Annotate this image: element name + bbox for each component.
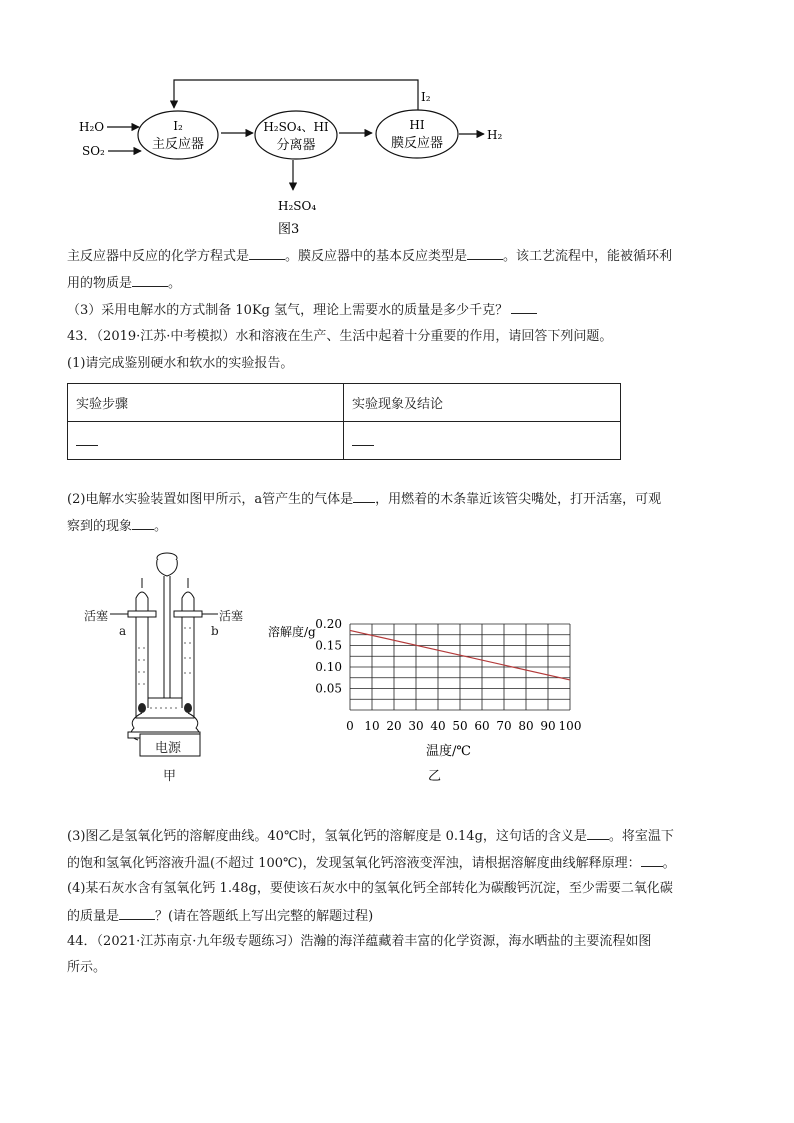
q42-sub-3: （3）采用电解水的方式制备 10Kg 氢气，理论上需要水的质量是多少千克？ (67, 299, 537, 321)
q43-header: 43．（2019·江苏·中考模拟）水和溶液在生产、生活中起着十分重要的作用，请回答下列问题。 (67, 329, 613, 344)
x-tick-label: 10 (364, 719, 380, 733)
q43-sub-4-line-1: (4)某石灰水含有氢氧化钙 1.48g，要使该石灰水中的氢氧化钙全部转化为碳酸钙沉淀，至少需要二氧化碳 (67, 881, 673, 896)
separator-label-1: H₂SO₄、HI (263, 120, 329, 134)
x-tick-label: 0 (346, 719, 354, 733)
q42-line-1: 主反应器中反应的化学方程式是 。膜反应器中的基本反应类型是 。该工艺流程中，能被循环利 (67, 245, 672, 267)
y-axis-label: 溶解度/g (268, 625, 316, 639)
solubility-chart (260, 610, 600, 800)
x-tick-label: 70 (496, 719, 512, 733)
table-header-cell: 实验现象及结论 (344, 384, 621, 422)
recycle-label: I₂ (421, 90, 431, 104)
x-tick-label: 80 (518, 719, 534, 733)
table-header-cell: 实验步骤 (68, 384, 344, 422)
figure-3-caption: 图3 (278, 222, 300, 237)
x-tick-label: 30 (408, 719, 424, 733)
table-cell-answer[interactable] (344, 422, 621, 460)
valve-left[interactable] (128, 611, 156, 617)
answer-blank[interactable] (132, 515, 154, 530)
input-h2o: H₂O (79, 120, 105, 134)
x-axis-label: 温度/℃ (426, 744, 471, 759)
membrane-reactor-label-1: HI (409, 118, 425, 132)
q43-sub-3-line-1: (3)图乙是氢氧化钙的溶解度曲线。40℃时，氢氧化钙的溶解度是 0.14g，这句话的含义是 。将室温下 (67, 825, 674, 847)
q43-sub-2-line-2: 察到的现象 。 (67, 515, 167, 537)
tube-a-label: a (119, 624, 127, 638)
q44-line-2: 所示。 (67, 960, 107, 975)
y-tick-label: 0.15 (315, 638, 342, 653)
chart-grid (350, 624, 570, 710)
membrane-reactor-label-2: 膜反应器 (390, 136, 444, 151)
main-reactor-label-1: I₂ (173, 119, 183, 133)
main-reactor-label-2: 主反应器 (151, 137, 205, 152)
table-cell-answer[interactable] (68, 422, 344, 460)
electrode-a (138, 703, 146, 713)
separator-label-2: 分离器 (276, 138, 316, 153)
recycle-arrow (174, 80, 418, 110)
q44-line-1: 44．（2021·江苏南京·九年级专题练习）浩瀚的海洋蕴藏着丰富的化学资源，海水晒盐的主要流程如图 (67, 934, 652, 949)
answer-blank[interactable] (119, 905, 155, 920)
answer-blank[interactable] (132, 272, 168, 287)
valve-right-label: 活塞 (219, 609, 244, 623)
electrode-b (184, 703, 192, 713)
flow-diagram-fig3 (0, 70, 794, 240)
answer-blank[interactable] (587, 825, 609, 840)
answer-blank[interactable] (353, 488, 375, 503)
q42-line-2: 用的物质是 。 (67, 272, 181, 294)
output-h2so4: H₂SO₄ (278, 199, 317, 213)
answer-blank[interactable] (467, 245, 503, 260)
experiment-report-table (67, 383, 621, 460)
y-tick-label: 0.20 (315, 617, 342, 631)
x-tick-label: 90 (540, 719, 556, 733)
chart-caption: 乙 (428, 769, 442, 784)
tube-a (136, 592, 148, 708)
x-tick-label: 40 (430, 719, 446, 733)
x-tick-label: 100 (558, 719, 582, 733)
q43-sub-1: (1)请完成鉴别硬水和软水的实验报告。 (67, 356, 294, 371)
valve-right[interactable] (174, 611, 202, 617)
y-tick-label: 0.10 (315, 660, 342, 674)
x-tick-label: 60 (474, 719, 490, 733)
y-tick-label: 0.05 (315, 681, 342, 696)
table-header-row (68, 384, 621, 422)
valve-left-label: 活塞 (84, 609, 109, 623)
x-tick-label: 20 (386, 719, 402, 733)
tube-b-label: b (211, 624, 219, 638)
table-row (68, 422, 621, 460)
funnel-bulb (157, 560, 178, 576)
answer-blank[interactable] (511, 299, 537, 314)
q43-sub-2-line-1: (2)电解水实验装置如图甲所示，a管产生的气体是 ，用燃着的木条靠近该管尖嘴处，打开活塞，可观 (67, 488, 661, 510)
apparatus-caption: 甲 (163, 769, 177, 784)
power-label: 电源 (155, 741, 182, 756)
input-so2: SO₂ (82, 144, 105, 158)
x-tick-label: 50 (452, 719, 468, 733)
answer-blank[interactable] (249, 245, 285, 260)
q43-sub-4-line-2: 的质量是 ？(请在答题纸上写出完整的解题过程) (67, 905, 373, 927)
output-h2: H₂ (487, 128, 503, 142)
answer-blank[interactable] (641, 852, 663, 867)
q43-sub-3-line-2: 的饱和氢氧化钙溶液升温(不超过 100℃)，发现氢氧化钙溶液变浑浊，请根据溶解度曲线解释原理： 。 (67, 852, 676, 874)
tube-b (182, 592, 194, 708)
